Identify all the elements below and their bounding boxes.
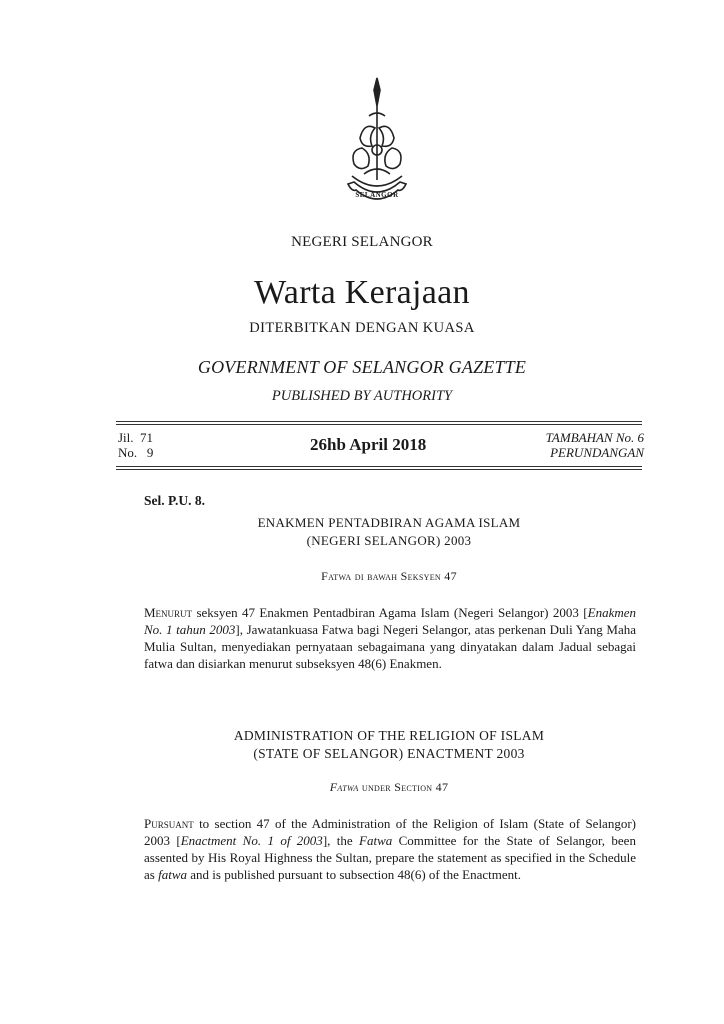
- volume-value: 71: [140, 430, 154, 445]
- number-label: No.: [118, 445, 138, 460]
- volume-label: Jil.: [118, 430, 134, 445]
- supplement-type: PERUNDANGAN: [550, 445, 644, 460]
- issue-date: 26hb April 2018: [310, 435, 427, 454]
- volume-number-block: [118, 430, 153, 460]
- malay-enactment-heading: ENAKMEN PENTADBIRAN AGAMA ISLAM (NEGERI SELANGOR) 2003: [257, 515, 521, 548]
- divider: [116, 466, 642, 467]
- gazette-subtitle: DITERBITKAN DENGAN KUASA: [249, 320, 475, 336]
- state-name: NEGERI SELANGOR: [291, 234, 433, 250]
- divider: [116, 424, 642, 425]
- gazette-title: Warta Kerajaan: [254, 274, 470, 311]
- english-paragraph: Pursuant to section 47 of the Administration of the Religion of Islam (State of Selangor) 2003 [Enactment No. 1 of 2003], the Fatwa Committee for the State of Selangor, been assented by His Royal Highness the Sultan, prepare the statement as specified in the Schedule as fatwa and is published pursuant to subsection 48(6) of the Enactment.: [144, 816, 636, 882]
- english-enactment-heading: ADMINISTRATION OF THE RELIGION OF ISLAM (STATE OF SELANGOR) ENACTMENT 2003: [233, 728, 545, 761]
- divider: [116, 421, 642, 422]
- divider: [116, 469, 642, 470]
- malay-subheading: Fatwa di bawah Seksyen 47: [321, 569, 457, 583]
- supplement-number: TAMBAHAN No. 6: [545, 430, 644, 445]
- gazette-title-english: GOVERNMENT OF SELANGOR GAZETTE: [197, 357, 527, 377]
- number-value: 9: [146, 445, 154, 460]
- malay-paragraph: Menurut seksyen 47 Enakmen Pentadbiran Agama Islam (Negeri Selangor) 2003 [Enakmen No. 1 tahun 2003], Jawatankuasa Fatwa bagi Negeri Selangor, atas perkenan Duli Yang Maha Mulia Sultan, menyediakan pernyataan sebagaimana yang dinyatakan dalam Jadual sebagai fatwa dan disiarkan menurut subseksyen 48(6) Enakmen.: [144, 605, 636, 671]
- svg-text:SELANGOR: SELANGOR: [355, 191, 399, 199]
- english-subheading: Fatwa under Section 47: [329, 780, 449, 794]
- selangor-crest-logo: [342, 76, 412, 212]
- notice-reference: Sel. P.U. 8.: [144, 493, 206, 508]
- published-by-authority: PUBLISHED BY AUTHORITY: [271, 388, 453, 404]
- supplement-block: [546, 430, 644, 460]
